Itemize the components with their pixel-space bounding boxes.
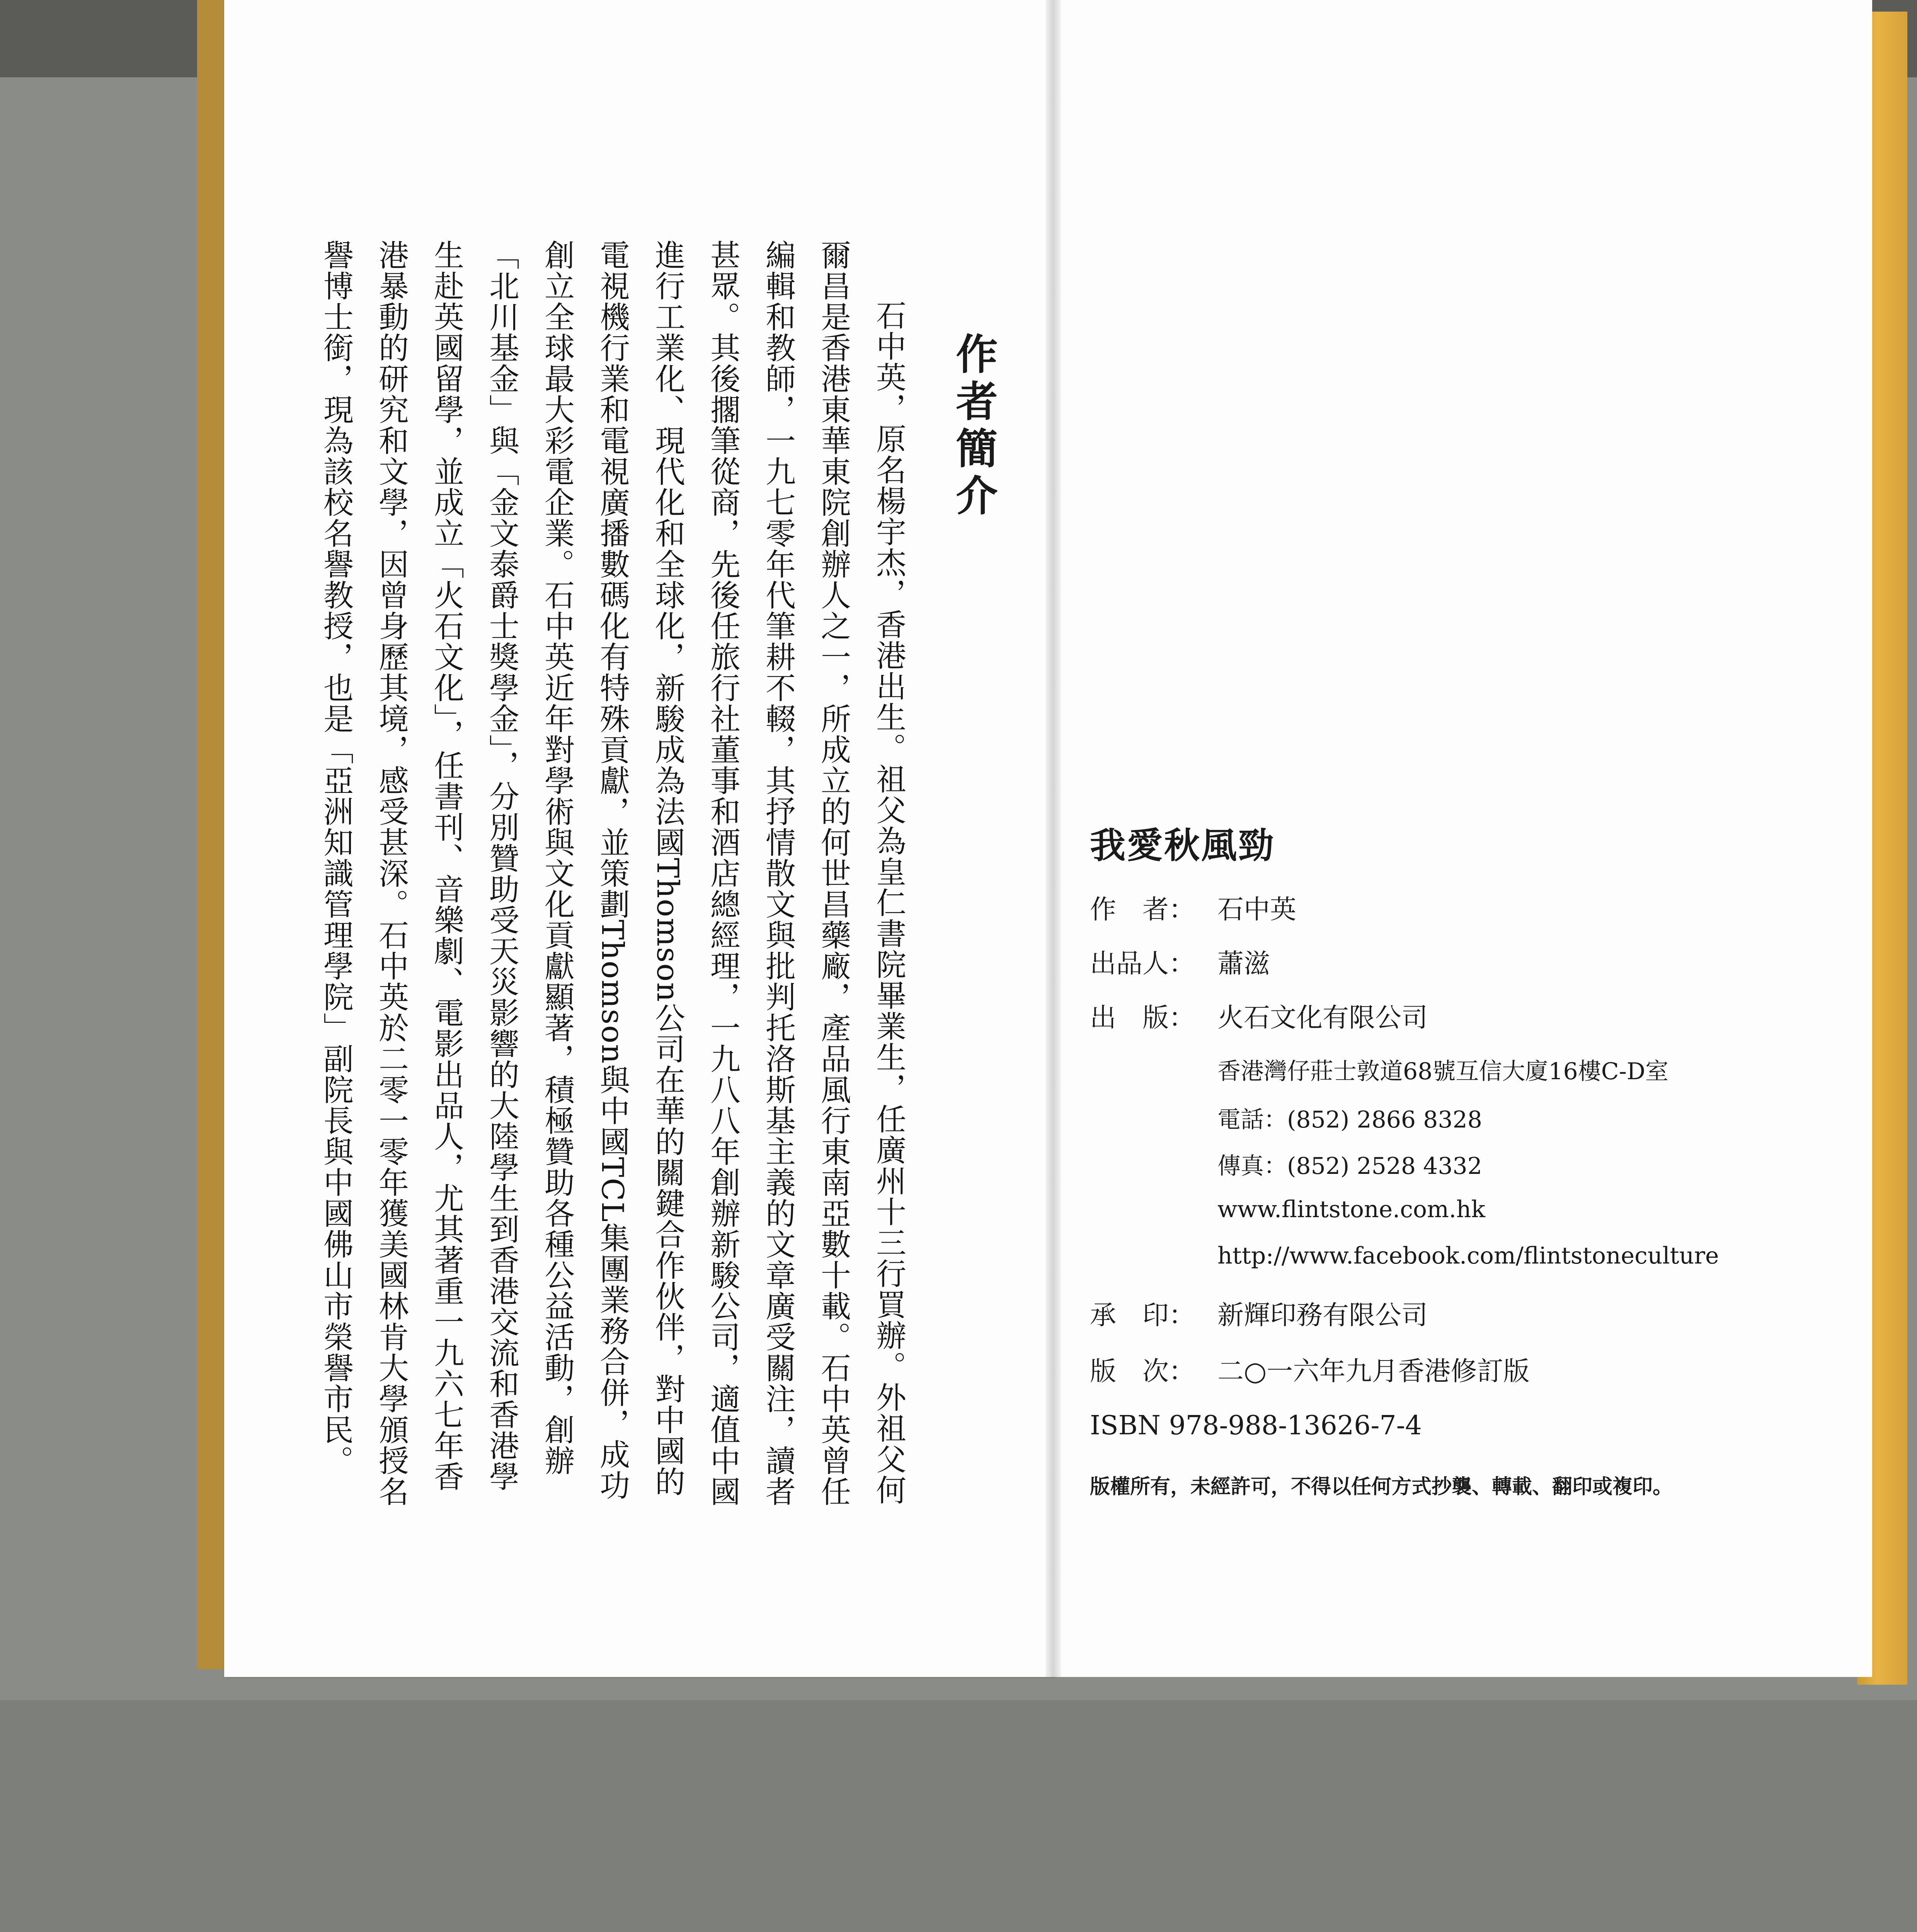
publisher-facebook: http://www.facebook.com/flintstoneculture	[1217, 1242, 1719, 1269]
edition-value: 二○一六年九月香港修訂版	[1217, 1356, 1530, 1387]
publisher-website: www.flintstone.com.hk	[1217, 1196, 1485, 1223]
author-label: 作 者：	[1090, 895, 1195, 925]
printer-row	[1090, 1294, 1428, 1332]
author-bio-paragraph: 石中英，原名楊宇杰，香港出生。祖父為皇仁書院畢業生，任廣州十三行買辦。外祖父何爾昌是香港東華東院創辦人之一，所成立的何世昌藥廠，產品風行東南亞數十載。石中英曾任編輯和教師，一九七零年代筆耕不輟，其抒情散文與批判托洛斯基主義的文章廣受關注，讀者甚眾。其後擱筆從商，先後任旅行社董事和酒店總經理，一九八八年創辦新駿公司，適值中國進行工業化、現代化和全球化，新駿成為法國Thomson公司在華的關鍵合作伙伴，對中國的電視機行業和電視廣播數碼化有特殊貢獻，並策劃Thomson與中國TCL集團業務合併，成功創立全球最大彩電企業。石中英近年對學術與文化貢獻顯著，積極贊助各種公益活動，創辦「北川基金」與「金文泰爵士獎學金」，分別贊助受天災影響的大陸學生到香港交流和香港學生赴英國留學，並成立「火石文化」，任書刊、音樂劇、電影出品人，尤其著重一九六七年香港暴動的研究和文學，因曾身歷其境，感受甚深。石中英於二零一零年獲美國林肯大學頒授名譽博士銜，現為該校名譽教授，也是「亞洲知識管理學院」副院長與中國佛山市榮譽市民。	[318, 240, 906, 1507]
producer-row	[1090, 943, 1270, 980]
author-bio-text	[318, 240, 916, 1522]
publisher-phone: 電話：(852) 2866 8328	[1217, 1106, 1482, 1133]
publisher-fax: 傳真：(852) 2528 4332	[1217, 1153, 1482, 1180]
edition-row	[1090, 1350, 1529, 1388]
edition-label: 版 次：	[1090, 1356, 1195, 1387]
producer-value: 蕭滋	[1217, 949, 1270, 979]
book-spine	[1045, 0, 1061, 1677]
publisher-row	[1090, 997, 1428, 1034]
author-bio-heading: 作者簡介	[949, 332, 997, 521]
publisher-value: 火石文化有限公司	[1217, 1003, 1428, 1033]
copyright-notice: 版權所有，未經許可，不得以任何方式抄襲、轉載、翻印或複印。	[1090, 1475, 1673, 1498]
book-cover-edge-left	[197, 0, 228, 1669]
book-title: 我愛秋風勁	[1090, 825, 1276, 866]
isbn: ISBN 978-988-13626-7-4	[1090, 1410, 1422, 1441]
printer-value: 新輝印務有限公司	[1217, 1300, 1428, 1331]
author-row	[1090, 889, 1296, 926]
producer-label: 出品人：	[1090, 949, 1195, 979]
author-value: 石中英	[1217, 895, 1297, 925]
publisher-label: 出 版：	[1090, 1003, 1195, 1033]
publisher-address: 香港灣仔莊士敦道68號互信大廈16樓C-D室	[1217, 1058, 1668, 1085]
printer-label: 承 印：	[1090, 1300, 1195, 1331]
